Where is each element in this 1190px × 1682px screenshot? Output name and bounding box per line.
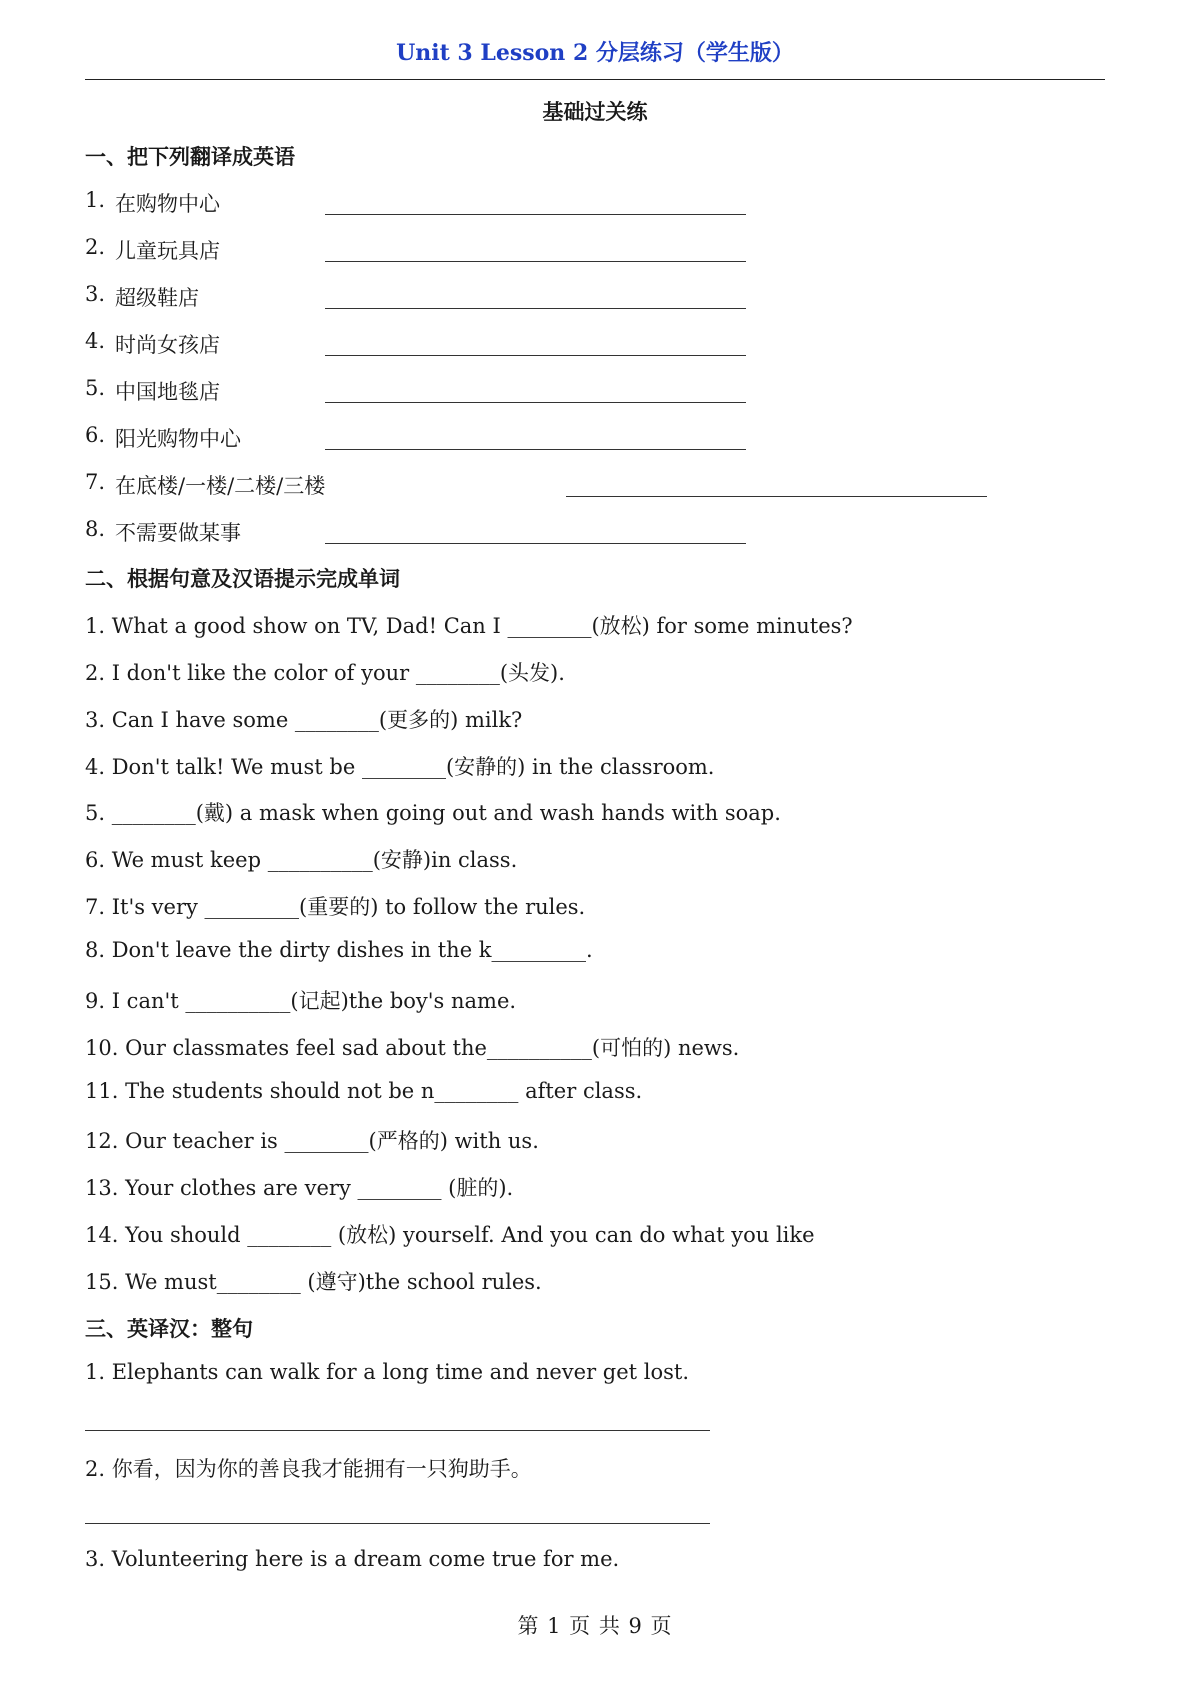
exercise-sentence: 5. ________(戴) a mask when going out and wash hands with soap. [85, 801, 781, 825]
section2-heading: 二、根据句意及汉语提示完成单词 [85, 566, 400, 591]
section-subtitle: 基础过关练 [542, 99, 648, 124]
translation-sentence: 2. 你看，因为你的善良我才能拥有一只狗助手。 [85, 1457, 532, 1481]
translation-sentence: 1. Elephants can walk for a long time and never get lost. [85, 1360, 690, 1384]
exercise-sentence: 12. Our teacher is ________(严格的) with us. [85, 1129, 539, 1153]
page-footer: 第 1 页 共 9 页 [517, 1614, 673, 1638]
vocab-prompt: 中国地毯店 [115, 380, 220, 404]
answer-blank[interactable] [325, 449, 746, 450]
header-divider [85, 79, 1105, 80]
exercise-sentence: 14. You should ________ (放松) yourself. And you can do what you like [85, 1223, 815, 1247]
exercise-sentence: 13. Your clothes are very ________ (脏的). [85, 1176, 514, 1200]
translation-sentence: 3. Volunteering here is a dream come true for me. [85, 1547, 620, 1571]
exercise-sentence: 10. Our classmates feel sad about the__________(可怕的) news. [85, 1036, 740, 1060]
vocab-prompt: 在购物中心 [115, 192, 220, 216]
vocab-prompt: 阳光购物中心 [115, 427, 241, 451]
vocab-number: 6. [85, 423, 106, 447]
vocab-number: 2. [85, 235, 106, 259]
document-title: Unit 3 Lesson 2 分层练习（学生版） [396, 40, 794, 66]
exercise-sentence: 3. Can I have some ________(更多的) milk? [85, 708, 523, 732]
vocab-prompt: 在底楼/一楼/二楼/三楼 [115, 474, 326, 498]
section1-heading: 一、把下列翻译成英语 [85, 144, 295, 169]
vocab-number: 5. [85, 376, 106, 400]
vocab-number: 1. [85, 188, 106, 212]
vocab-number: 7. [85, 470, 106, 494]
answer-line[interactable] [85, 1523, 710, 1524]
vocab-number: 4. [85, 329, 106, 353]
vocab-prompt: 儿童玩具店 [115, 239, 220, 263]
vocab-number: 8. [85, 517, 106, 541]
vocab-prompt: 时尚女孩店 [115, 333, 220, 357]
answer-blank[interactable] [325, 308, 746, 309]
answer-blank[interactable] [325, 214, 746, 215]
vocab-number: 3. [85, 282, 106, 306]
answer-blank[interactable] [566, 496, 987, 497]
exercise-sentence: 8. Don't leave the dirty dishes in the k_________. [85, 938, 593, 962]
answer-line[interactable] [85, 1430, 710, 1431]
answer-blank[interactable] [325, 543, 746, 544]
vocab-prompt: 不需要做某事 [115, 521, 241, 545]
exercise-sentence: 9. I can't __________(记起)the boy's name. [85, 989, 517, 1013]
answer-blank[interactable] [325, 402, 746, 403]
exercise-sentence: 11. The students should not be n________ after class. [85, 1079, 643, 1103]
exercise-sentence: 2. I don't like the color of your ________(头发). [85, 661, 565, 685]
answer-blank[interactable] [325, 355, 746, 356]
exercise-sentence: 4. Don't talk! We must be ________(安静的) in the classroom. [85, 755, 715, 779]
exercise-sentence: 7. It's very _________(重要的) to follow the rules. [85, 895, 586, 919]
section3-heading: 三、英译汉：整句 [85, 1316, 253, 1341]
exercise-sentence: 15. We must________ (遵守)the school rules. [85, 1270, 542, 1294]
exercise-sentence: 6. We must keep __________(安静)in class. [85, 848, 518, 872]
exercise-sentence: 1. What a good show on TV, Dad! Can I ________(放松) for some minutes? [85, 614, 853, 638]
vocab-prompt: 超级鞋店 [115, 286, 199, 310]
answer-blank[interactable] [325, 261, 746, 262]
